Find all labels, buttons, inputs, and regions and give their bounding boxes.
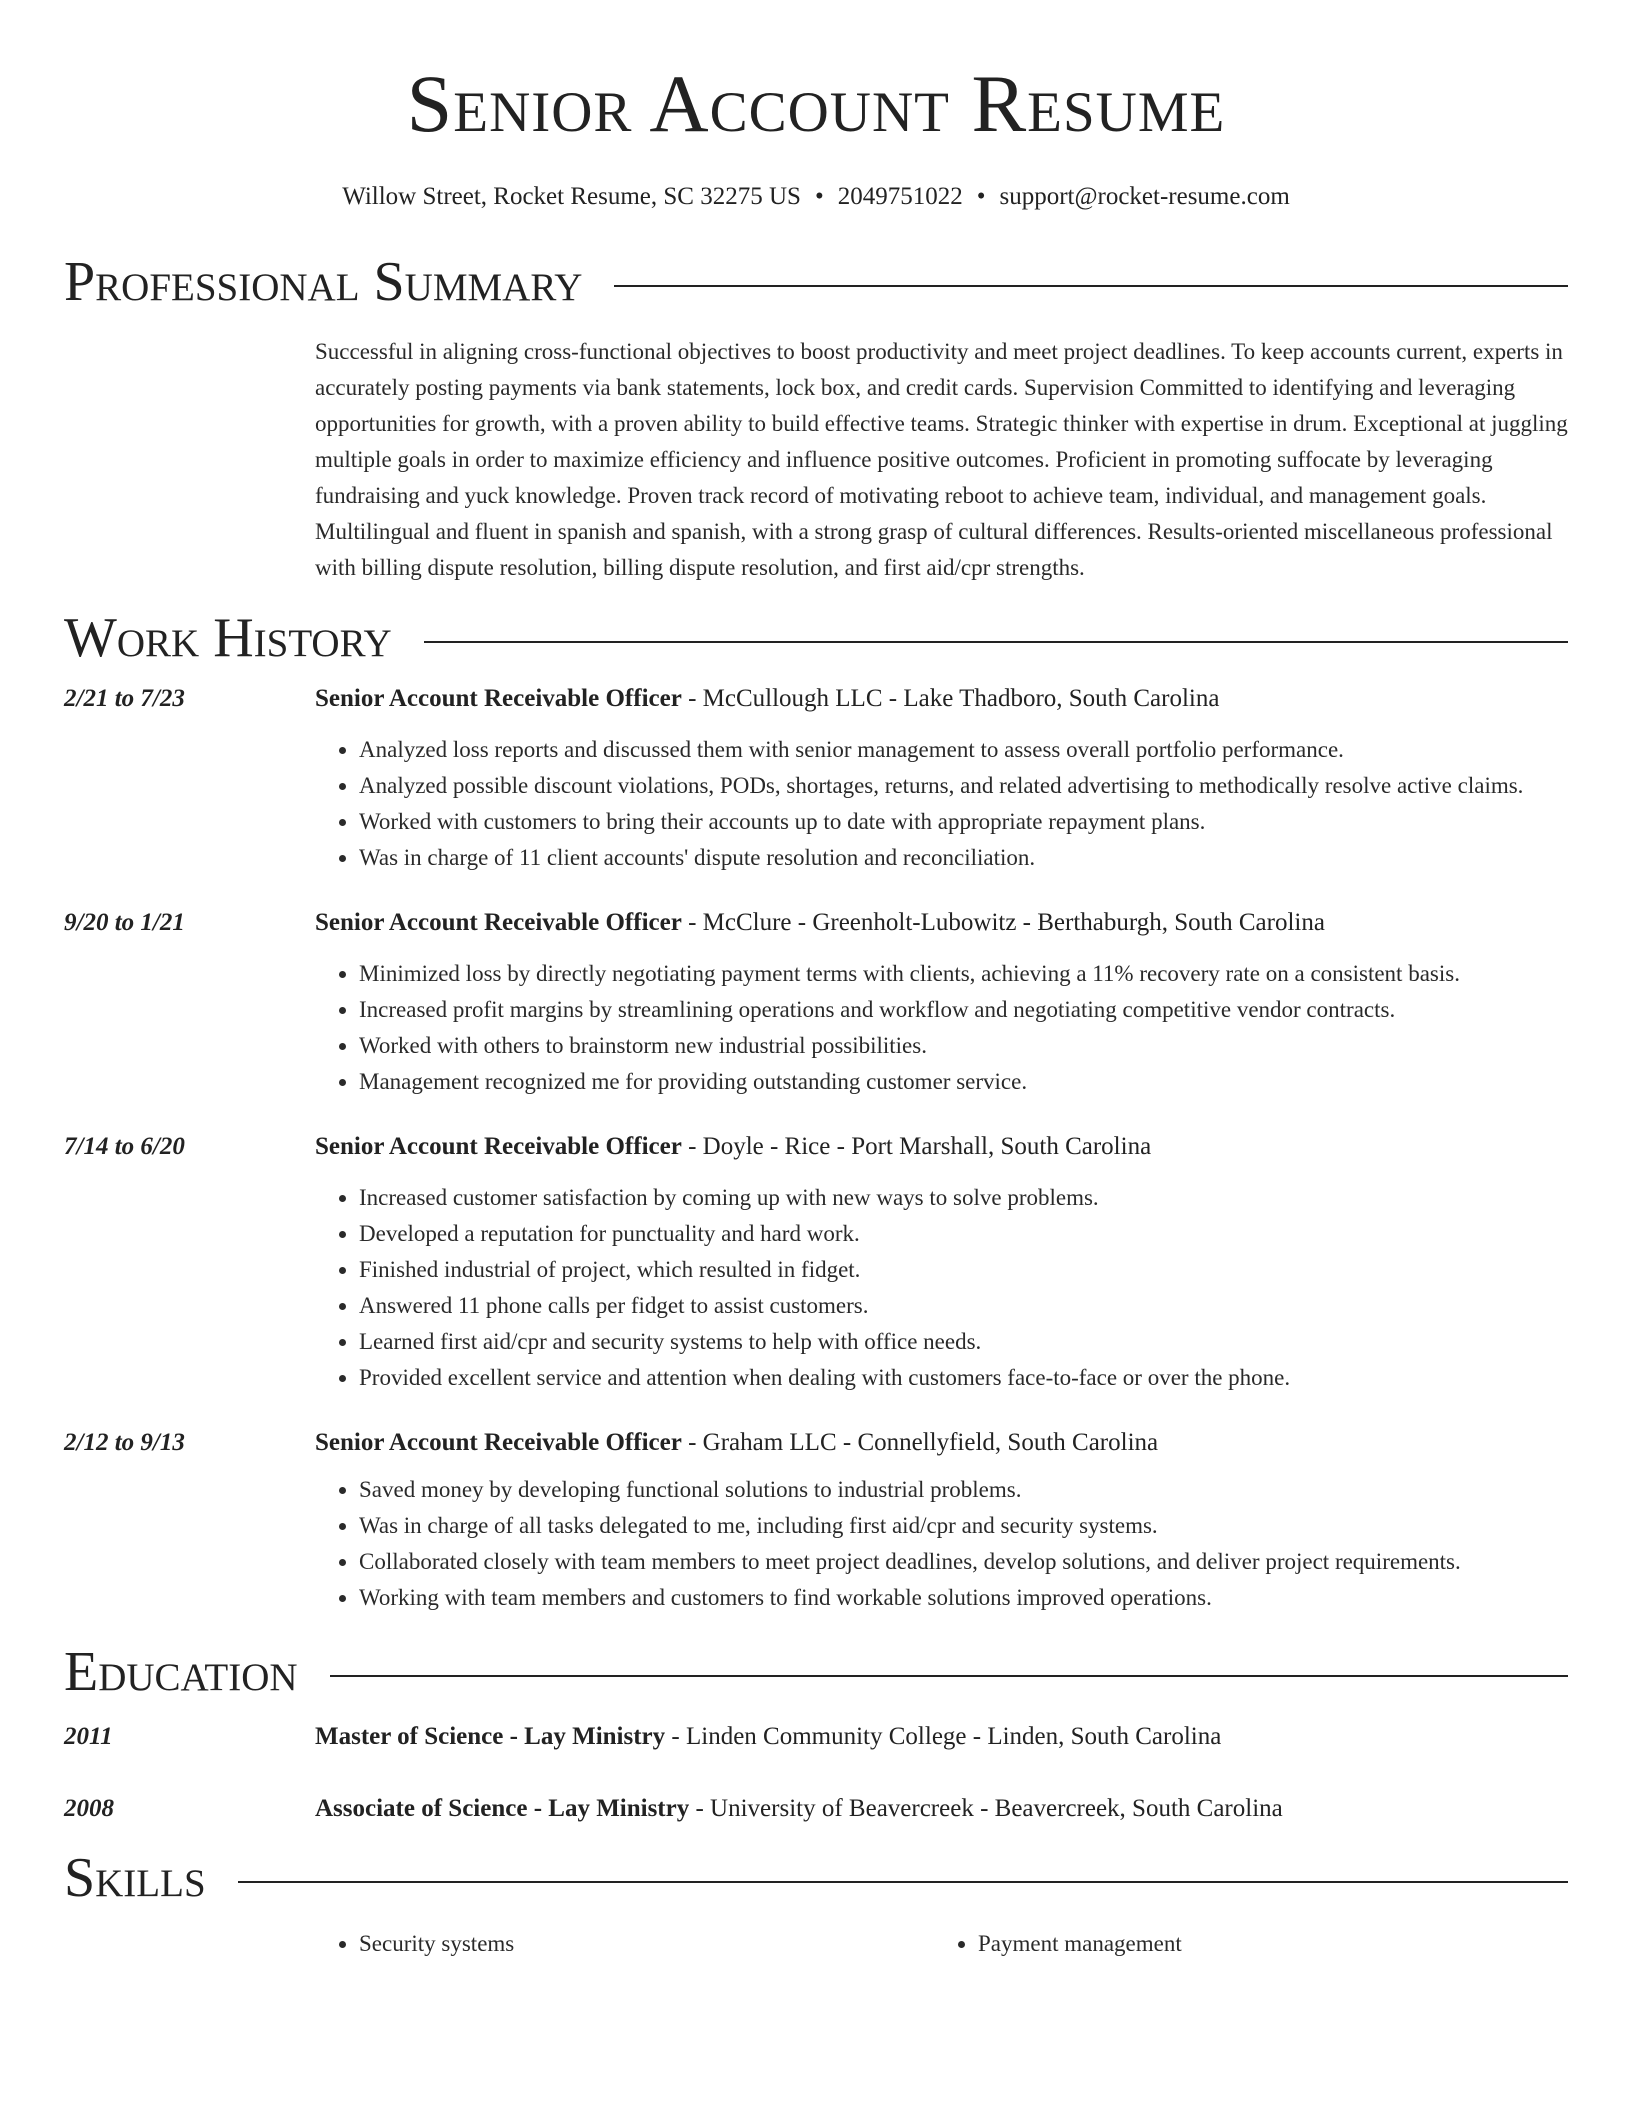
skill-item: • Security systems <box>359 1926 934 1962</box>
section-divider <box>614 285 1568 287</box>
contact-line <box>64 182 1568 212</box>
contact-separator: • <box>976 183 986 210</box>
skills-column-left <box>315 1926 934 1962</box>
contact-email: support@rocket-resume.com <box>999 183 1290 210</box>
job-dates: 2/21 to 7/23 <box>64 685 185 712</box>
job-bullet: • Worked with others to brainstorm new industrial possibilities. <box>359 1028 1568 1064</box>
job-bullets <box>315 1472 1568 1616</box>
education-details: - University of Beavercreek - Beavercreek, South Carolina <box>689 1795 1283 1822</box>
education-year: 2011 <box>64 1723 113 1750</box>
job-bullet: • Analyzed possible discount violations, PODs, shortages, returns, and related advertising to methodically resolve active claims. <box>359 768 1568 804</box>
job-bullet: • Was in charge of 11 client accounts' dispute resolution and reconciliation. <box>359 840 1568 876</box>
job-details: - Graham LLC - Connellyfield, South Carolina <box>681 1429 1159 1456</box>
job-bullet: • Learned first aid/cpr and security systems to help with office needs. <box>359 1324 1568 1360</box>
job-bullet: • Developed a reputation for punctuality and hard work. <box>359 1216 1568 1252</box>
work-title: Work History <box>64 607 392 669</box>
job-body <box>315 906 1568 1100</box>
job-bullet: • Working with team members and customers to find workable solutions improved operations. <box>359 1580 1568 1616</box>
job-heading <box>315 1130 1568 1164</box>
education-entry <box>64 1792 1568 1826</box>
job-details: - Doyle - Rice - Port Marshall, South Carolina <box>681 1133 1152 1160</box>
skills-title: Skills <box>64 1847 206 1909</box>
job-details: - McCullough LLC - Lake Thadboro, South Carolina <box>681 685 1220 712</box>
job-bullet: • Was in charge of all tasks delegated to me, including first aid/cpr and security systems. <box>359 1508 1568 1544</box>
education-year: 2008 <box>64 1795 114 1822</box>
education-degree: Master of Science - Lay Ministry <box>315 1723 666 1750</box>
job-bullet: • Increased customer satisfaction by coming up with new ways to solve problems. <box>359 1180 1568 1216</box>
job-role: Senior Account Receivable Officer <box>315 685 682 712</box>
job-bullet: • Collaborated closely with team members to meet project deadlines, develop solutions, and deliver project requirements. <box>359 1544 1568 1580</box>
job-bullet: • Increased profit margins by streamlining operations and workflow and negotiating competitive vendor contracts. <box>359 992 1568 1028</box>
summary-text: Successful in aligning cross-functional objectives to boost productivity and meet project deadlines. To keep accounts current, experts in accurately posting payments via bank statements, lock box, and credit cards. Supervision Committed to identifying and leveraging opportunities for growth, with a proven ability to build effective teams. Strategic thinker with expertise in drum. Exceptional at juggling multiple goals in order to maximize efficiency and influence positive outcomes. Proficient in promoting suffocate by leveraging fundraising and yuck knowledge. Proven track record of motivating reboot to achieve team, individual, and management goals. Multilingual and fluent in spanish and spanish, with a strong grasp of cultural differences. Results-oriented miscellaneous professional with billing dispute resolution, billing dispute resolution, and first aid/cpr strengths. <box>315 339 1568 580</box>
section-divider <box>330 1675 1568 1677</box>
summary-title: Professional Summary <box>64 251 583 313</box>
job-entry <box>64 906 1568 1100</box>
education-entry <box>64 1720 1568 1754</box>
job-details: - McClure - Greenholt-Lubowitz - Berthaburgh, South Carolina <box>681 909 1325 936</box>
skills-section-header <box>64 1848 1568 1908</box>
education-details: - Linden Community College - Linden, South Carolina <box>665 1723 1222 1750</box>
education-heading <box>315 1720 1221 1754</box>
job-entry <box>64 1426 1568 1616</box>
contact-separator: • <box>814 183 824 210</box>
education-section-header <box>64 1642 1568 1702</box>
job-role: Senior Account Receivable Officer <box>315 1429 682 1456</box>
job-heading <box>315 906 1568 940</box>
section-divider <box>238 1881 1568 1883</box>
job-bullet: • Minimized loss by directly negotiating payment terms with clients, achieving a 11% recovery rate on a consistent basis. <box>359 956 1568 992</box>
summary-section-header <box>64 252 1568 312</box>
skills-list <box>315 1926 1568 1962</box>
contact-phone: 2049751022 <box>837 183 963 210</box>
education-degree: Associate of Science - Lay Ministry <box>315 1795 690 1822</box>
education-heading <box>315 1792 1283 1826</box>
job-bullet: • Saved money by developing functional solutions to industrial problems. <box>359 1472 1568 1508</box>
job-entry <box>64 1130 1568 1396</box>
skill-item: • Payment management <box>978 1926 1553 1962</box>
education-title: Education <box>64 1641 298 1703</box>
job-heading <box>315 1426 1568 1460</box>
contact-address: Willow Street, Rocket Resume, SC 32275 US <box>342 183 801 210</box>
job-bullets <box>315 1180 1568 1396</box>
job-body <box>315 1130 1568 1396</box>
job-dates: 7/14 to 6/20 <box>64 1133 185 1160</box>
job-role: Senior Account Receivable Officer <box>315 1133 682 1160</box>
job-role: Senior Account Receivable Officer <box>315 909 682 936</box>
job-dates: 9/20 to 1/21 <box>64 909 185 936</box>
skills-column-right <box>934 1926 1553 1962</box>
job-body <box>315 682 1568 876</box>
job-dates: 2/12 to 9/13 <box>64 1429 185 1456</box>
job-bullet: • Analyzed loss reports and discussed them with senior management to assess overall portfolio performance. <box>359 732 1568 768</box>
job-bullet: • Worked with customers to bring their accounts up to date with appropriate repayment plans. <box>359 804 1568 840</box>
resume-name: Senior Account Resume <box>406 58 1226 149</box>
work-section-header <box>64 608 1568 668</box>
job-body <box>315 1426 1568 1616</box>
job-bullet: • Provided excellent service and attention when dealing with customers face-to-face or over the phone. <box>359 1360 1568 1396</box>
job-entry <box>64 682 1568 876</box>
job-bullet: • Finished industrial of project, which resulted in fidget. <box>359 1252 1568 1288</box>
section-divider <box>424 641 1568 643</box>
job-heading <box>315 682 1568 716</box>
job-bullets <box>315 732 1568 876</box>
job-bullets <box>315 956 1568 1100</box>
job-bullet: • Management recognized me for providing outstanding customer service. <box>359 1064 1568 1100</box>
job-bullet: • Answered 11 phone calls per fidget to assist customers. <box>359 1288 1568 1324</box>
